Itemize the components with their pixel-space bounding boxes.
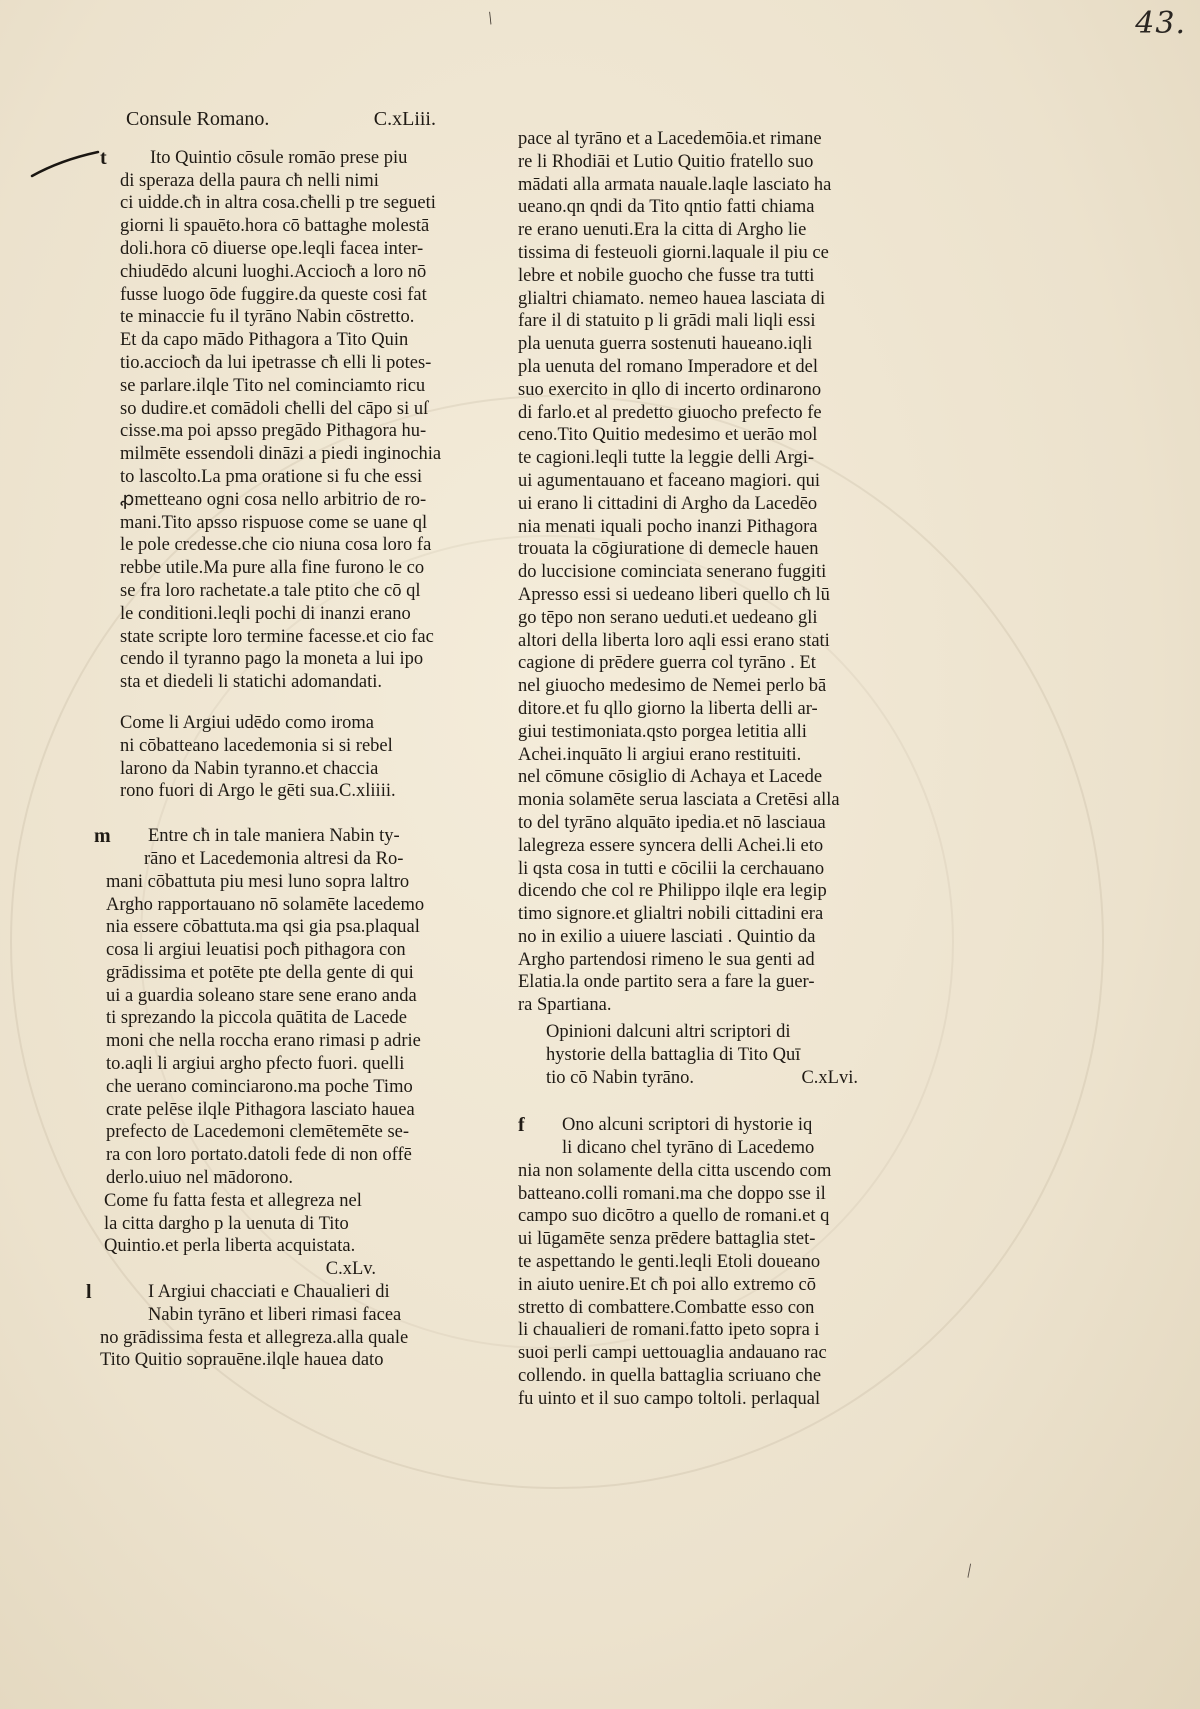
text-line: se parlare.ilqle Tito nel cominciamto ricu: [120, 375, 426, 396]
text-line: Argho partendosi rimeno le sua genti ad: [518, 949, 815, 970]
text-line: le pole credesse.che cio niuna cosa loro fa: [120, 535, 432, 556]
guide-letter: t: [100, 146, 107, 169]
text-line: so dudire.et comādoli cħelli del cāpo si uſ: [120, 398, 429, 419]
marginal-pen-stroke-icon: [30, 150, 100, 180]
text-line: Opinioni dalcuni altri scriptori di: [546, 1022, 791, 1043]
guide-letter: l: [86, 1281, 92, 1304]
rubric-heading-1: [96, 712, 436, 803]
text-line: ni cōbatteano lacedemonia si si rebel: [120, 735, 393, 756]
text-line: altori della liberta loro aqli essi erano stati: [518, 630, 830, 651]
text-line: di speraza della paura cħ nelli nimi: [120, 170, 379, 191]
text-line: to lascolto.La pma oratione si fu che essi: [120, 466, 423, 487]
text-line: derlo.uiuo nel mādorono.: [106, 1168, 294, 1189]
text-line: ra con loro portato.datoli fede di non offē: [106, 1145, 412, 1166]
text-line: te cagioni.leqli tutte la leggie delli Argi-: [518, 448, 815, 469]
rubric-heading-2: [96, 1190, 436, 1281]
text-line: I Argiui chacciati e Chaualieri di: [148, 1282, 390, 1303]
text-line: milmēte essendoli dināzi a piedi inginochia: [120, 444, 442, 465]
text-line: li dicano chel tyrāno di Lacedemo: [562, 1138, 815, 1159]
text-line: cisse.ma poi apsso pregādo Pithagora hu-: [120, 421, 427, 442]
text-line: che uerano cominciarono.ma poche Timo: [106, 1076, 413, 1097]
right-column: [518, 128, 878, 1411]
running-head-title: Consule Romano.: [126, 108, 270, 130]
text-line: pla uenuta del romano Imperadore et del: [518, 356, 818, 377]
running-head: [96, 108, 436, 131]
text-line: re li Rhodiāi et Lutio Quitio fratello suo: [518, 151, 814, 172]
folio-number: 43.: [1135, 6, 1186, 41]
text-line: suo exercito in qllo di incerto ordinarono: [518, 379, 822, 400]
text-line: nel cōmune cōsiglio di Achaya et Lacede: [518, 767, 823, 788]
text-line: tio cō Nabin tyrāno.: [546, 1067, 694, 1088]
text-line: di farlo.et al predetto giuocho prefecto fe: [518, 402, 822, 423]
right-paragraph-2-lines: [518, 1114, 878, 1410]
text-line: sta et diedeli li statichi adomandati.: [120, 672, 383, 693]
text-line: prefecto de Lacedemoni clemētemēte se-: [106, 1122, 410, 1143]
paragraph-2: [96, 825, 436, 1190]
text-line: tissima di festeuoli giorni.laquale il piu ce: [518, 242, 829, 263]
text-line: crate pelēse ilqle Pithagora lasciato hauea: [106, 1099, 415, 1120]
text-line: suoi perli campi uettouaglia andauano rac: [518, 1343, 827, 1364]
text-line: giorni li spauēto.hora cō battaghe molestā: [120, 216, 430, 237]
text-line: lalegreza essere syncera delli Achei.li eto: [518, 835, 824, 856]
rubric-2-lines: [104, 1190, 436, 1258]
ink-tick-mark-lower: \: [961, 1560, 977, 1582]
text-line: Entre cħ in tale maniera Nabin ty-: [148, 826, 400, 847]
ink-tick-mark: /: [483, 7, 497, 29]
text-line: to.aqli li argiui argho pfecto fuori. quelli: [106, 1054, 405, 1075]
text-line: Elatia.la onde partito sera a fare la guer-: [518, 972, 815, 993]
paragraph-3: [86, 1281, 436, 1372]
text-line: te aspettando le genti.leqli Etoli doueano: [518, 1252, 821, 1273]
text-line: to del tyrāno alquāto ipedia.et nō lasciaua: [518, 812, 826, 833]
text-line: campo suo dicōtro a quello de romani.et q: [518, 1206, 830, 1227]
text-line: le conditioni.leqli pochi di inanzi erano: [120, 603, 411, 624]
paragraph-1-lines: [120, 147, 442, 694]
text-line: ueano.qn qndi da Tito qntio fatti chiama: [518, 197, 815, 218]
text-line: Apresso essi si uedeano liberi quello cħ lū: [518, 584, 830, 605]
text-line: chiudēdo alcuni luoghi.Acciocħ a loro nō: [120, 261, 427, 282]
text-line: ra Spartiana.: [518, 995, 612, 1016]
text-line: giui testimoniata.qsto porgea letitia alli: [518, 721, 807, 742]
text-line: mādati alla armata nauale.laqle lasciato ha: [518, 174, 832, 195]
left-column: [86, 108, 442, 1372]
text-line: grādissima et potēte pte della gente di qui: [106, 962, 414, 983]
text-line: larono da Nabin tyranno.et chaccia: [120, 758, 379, 779]
text-line: Tito Quitio soprauēne.ilqle hauea dato: [100, 1350, 384, 1371]
text-line: te minaccie fu il tyrāno Nabin cōstretto.: [120, 307, 415, 328]
text-line: Et da capo mādo Pithagora a Tito Quin: [120, 330, 409, 351]
text-line: Argho rapportauano nō solamēte lacedemo: [106, 894, 425, 915]
text-line: rebbe utile.Ma pure alla fine furono le co: [120, 558, 425, 579]
text-line: do luccisione cominciata senerano fuggiti: [518, 562, 827, 583]
text-line: tio.acciocħ da lui ipetrasse cħ elli li potes-: [120, 352, 432, 373]
text-line: mani.Tito apsso rispuose come se uane ql: [120, 512, 428, 533]
text-line: dicendo che col re Philippo ilqle era legip: [518, 881, 827, 902]
text-line: timo signore.et glialtri nobili cittadini era: [518, 904, 824, 925]
text-line: batteano.colli romani.ma che doppo sse il: [518, 1183, 826, 1204]
paragraph-2-lines: [106, 825, 436, 1190]
text-line: ditore.et fu qllo giorno la liberta delli ar-: [518, 698, 818, 719]
text-line: nel giuocho medesimo de Nemei perlo bā: [518, 676, 827, 697]
text-line: la citta dargho p la uenuta di Tito: [104, 1213, 349, 1234]
text-line: no in exilio a uiuere lasciati . Quintio da: [518, 926, 816, 947]
text-line: Ito Quintio cōsule romāo prese piu: [150, 147, 408, 168]
text-line: no grādissima festa et allegreza.alla quale: [100, 1327, 409, 1348]
text-line: Come fu fatta festa et allegreza nel: [104, 1190, 362, 1211]
text-line: lebre et nobile guocho che fusse tra tutti: [518, 265, 815, 286]
text-line: Quintio.et perla liberta acquistata.: [104, 1236, 356, 1257]
text-line: pace al tyrāno et a Lacedemōia.et rimane: [518, 129, 822, 149]
text-line: fare il di statuito p li grādi mali liqli essi: [518, 311, 816, 332]
text-line: ci uidde.cħ in altra cosa.cħelli p tre segueti: [120, 193, 436, 214]
text-line: pla uenuta guerra sostenuti haueano.iqli: [518, 334, 813, 355]
guide-letter: m: [94, 825, 111, 848]
text-line: go tēpo non serano ueduti.et uedeano gli: [518, 607, 818, 628]
text-line: cendo il tyranno pago la moneta a lui ipo: [120, 649, 424, 670]
text-line: li qsta cosa in tutti e cōcilii la cerchauano: [518, 858, 825, 879]
text-line: Ono alcuni scriptori di hystorie iq: [562, 1115, 813, 1136]
paragraph-1: [96, 146, 442, 694]
guide-letter: f: [518, 1114, 525, 1137]
text-line: nia menati iquali pocho inanzi Pithagora: [518, 516, 818, 537]
right-paragraph-1-lines: [518, 128, 878, 1017]
text-line: li chaualieri de romani.fatto ipeto sopra i: [518, 1320, 820, 1341]
paragraph-3-lines: [100, 1281, 436, 1372]
text-line: stretto di combattere.Combatte esso con: [518, 1297, 815, 1318]
text-line: moni che nella roccha erano rimasi p adrie: [106, 1031, 421, 1052]
text-line: state scripte loro termine facesse.et cio fac: [120, 626, 434, 647]
text-line: cosa li argiui leuatisi pocħ pithagora con: [106, 940, 406, 961]
text-line: Come li Argiui udēdo como iroma: [120, 712, 375, 733]
text-line: fusse luogo ōde fuggire.da queste cosi fat: [120, 284, 427, 305]
text-line: ꝓmetteano ogni cosa nello arbitrio de ro-: [120, 489, 427, 510]
text-line: glialtri chiamato. nemeo hauea lasciata di: [518, 288, 826, 309]
text-line: monia solamēte serua lasciata a Cretēsi alla: [518, 790, 840, 811]
text-line: Achei.inquāto li argiui erano restituiti.: [518, 744, 802, 765]
text-line: rāno et Lacedemonia altresi da Ro-: [144, 848, 404, 869]
rubric-heading-3: [518, 1021, 878, 1090]
rubric-3-chapter: C.xLvi.: [801, 1068, 858, 1089]
text-line: se fra loro rachetate.a tale ptito che cō ql: [120, 580, 421, 601]
text-line: in aiuto uenire.Et cħ poi allo extremo cō: [518, 1274, 816, 1295]
text-line: hystorie della battaglia di Tito Quī: [546, 1044, 801, 1065]
text-line: nia non solamente della citta uscendo com: [518, 1160, 832, 1181]
text-line: ui erano li cittadini di Argho da Lacedēo: [518, 493, 818, 514]
text-line: fu uinto et il suo campo toltoli. perlaqual: [518, 1388, 821, 1409]
text-line: nia essere cōbattuta.ma qsi gia psa.plaqual: [106, 917, 420, 938]
text-line: collendo. in quella battaglia scriuano che: [518, 1366, 822, 1387]
text-line: doli.hora cō diuerse ope.leqli facea inter-: [120, 238, 424, 259]
running-head-chapter: C.xLiii.: [373, 108, 436, 130]
right-paragraph-2: [518, 1114, 878, 1410]
rubric-2-chapter: C.xLv.: [325, 1259, 376, 1280]
text-line: re erano uenuti.Era la citta di Argho lie: [518, 220, 807, 241]
text-line: ceno.Tito Quitio medesimo et uerāo mol: [518, 425, 818, 446]
text-line: rono fuori di Argo le gēti sua.C.xliiii.: [120, 781, 396, 802]
text-line: ui lūgamēte senza prēdere battaglia stet-: [518, 1229, 816, 1250]
text-line: cagione di prēdere guerra col tyrāno . Et: [518, 653, 816, 674]
rubric-1-lines: [120, 712, 436, 803]
text-line: ti sprezando la piccola quātita de Lacede: [106, 1008, 407, 1029]
text-line: ui a guardia soleano stare sene erano anda: [106, 985, 417, 1006]
text-line: ui agumentauano et faceano magiori. qui: [518, 470, 821, 491]
text-line: Nabin tyrāno et liberi rimasi facea: [148, 1304, 402, 1325]
text-line: trouata la cōgiuratione di demecle hauen: [518, 539, 819, 560]
text-line: mani cōbattuta piu mesi luno sopra laltro: [106, 871, 410, 892]
